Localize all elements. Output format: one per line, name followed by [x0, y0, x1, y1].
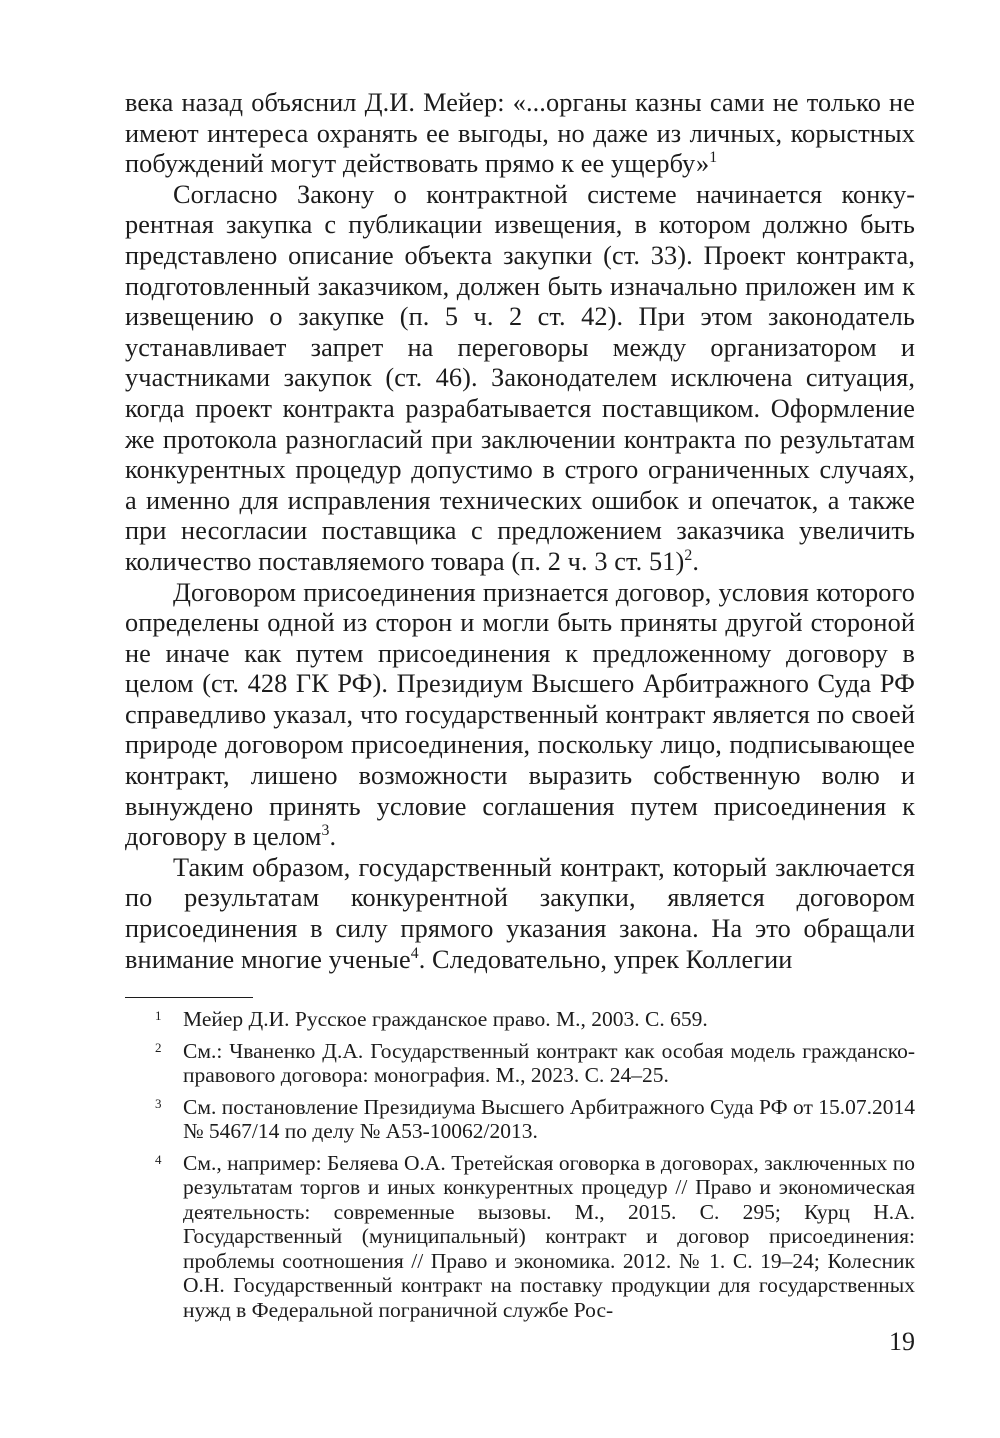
- footnote-3: [125, 1095, 915, 1144]
- footnote-text: См.: Чваненко Д.А. Государственный контракт как особая модель гражданско-правового договора: монография. М., 2023. С. 24–25.: [183, 1038, 915, 1087]
- footnote-4: [125, 1151, 915, 1323]
- footnote-ref-3: 3: [321, 822, 330, 839]
- paragraph-1: века назад объяснил Д.И. Мейер: «...органы казны сами не только не имеют интереса охранять ее выгоды, но даже из личных, корыстных побуждений могут действовать прямо к ее ущербу»$^1$: [125, 88, 915, 179]
- footnote-ref-4: 4: [410, 944, 419, 962]
- footnote-ref-2: 2: [684, 546, 693, 564]
- main-text: [125, 88, 915, 975]
- paragraph-2: Согласно Закону о контрактной системе начинается конкурентная закупка с публикации извещения, в котором должно быть представлено описание объекта закупки (ст. 33). Проект контракта, подготовленный заказчиком, должен быть изначально приложен им к извещению о закупке (п. 5 ч. 2 ст. 42). При этом законодатель устанавливает запрет на переговоры между организатором и участниками закупок (ст. 46). Законодателем исключена ситуация, когда проект контракта разрабатывается поставщиком. Оформление же протокола разногласий при заключении контракта по результатам конкурентных процедур допустимо в строго ограниченных случаях, а именно для исправления технических ошибок и опечаток, а также при несогласии поставщика с предложением заказчика увеличить количество поставляемого товара (п. 2 ч. 3 ст. 51)$^2$.: [125, 179, 915, 576]
- footnote-number: 2: [155, 1039, 162, 1055]
- footnotes: [125, 1007, 915, 1329]
- footnote-number: 1: [155, 1008, 162, 1023]
- footnote-text: См., например: Беляева О.А. Третейская оговорка в договорах, заключенных по результатам торгов и иных конкурентных процедур // Право и экономическая деятельность: современные вызовы. М., 2015. С. 295; Курц Н.А. Государственный (муниципальный) контракт и договор присоединения: проблемы соотношения // Право и экономика. 2012. № 1. С. 19–24; Колесник О.Н. Государственный контракт на поставку продукции для государственных нужд в Федеральной пограничной службе Рос-: [183, 1150, 915, 1322]
- footnote-1: [125, 1007, 915, 1032]
- footnote-number: 4: [155, 1151, 162, 1167]
- footnote-separator: [125, 997, 253, 998]
- footnote-ref-1: 1: [709, 148, 718, 166]
- footnote-number: 3: [155, 1095, 162, 1111]
- page-number: 19: [889, 1327, 915, 1356]
- footnote-2: [125, 1039, 915, 1088]
- paragraph-4: Таким образом, государственный контракт, который заключается по результатам конкурентной закупки, является договором присоединения в силу прямого указания закона. На это обращали внимание многие ученые$^4$. Следовательно, упрек Коллегии: [125, 852, 915, 974]
- footnote-text: См. постановление Президиума Высшего Арбитражного Суда РФ от 15.07.2014 № 5467/14 по делу № А53-10062/2013.: [183, 1094, 915, 1143]
- footnote-text: Мейер Д.И. Русское гражданское право. М., 2003. С. 659.: [183, 1007, 708, 1031]
- paragraph-3: Договором присоединения признается договор, условия которого определены одной из сторон и могли быть приняты другой стороной не иначе как путем присоединения к предложенному договору в целом (ст. 428 ГК РФ). Президиум Высшего Арбитражного Суда РФ справедливо указал, что государственный контракт является по своей природе договором присоединения, поскольку лицо, подписывающее контракт, лишено возможности выразить собственную волю и вынуждено принять условие соглашения путем присоединения к договору в целом$^3$.: [125, 577, 915, 852]
